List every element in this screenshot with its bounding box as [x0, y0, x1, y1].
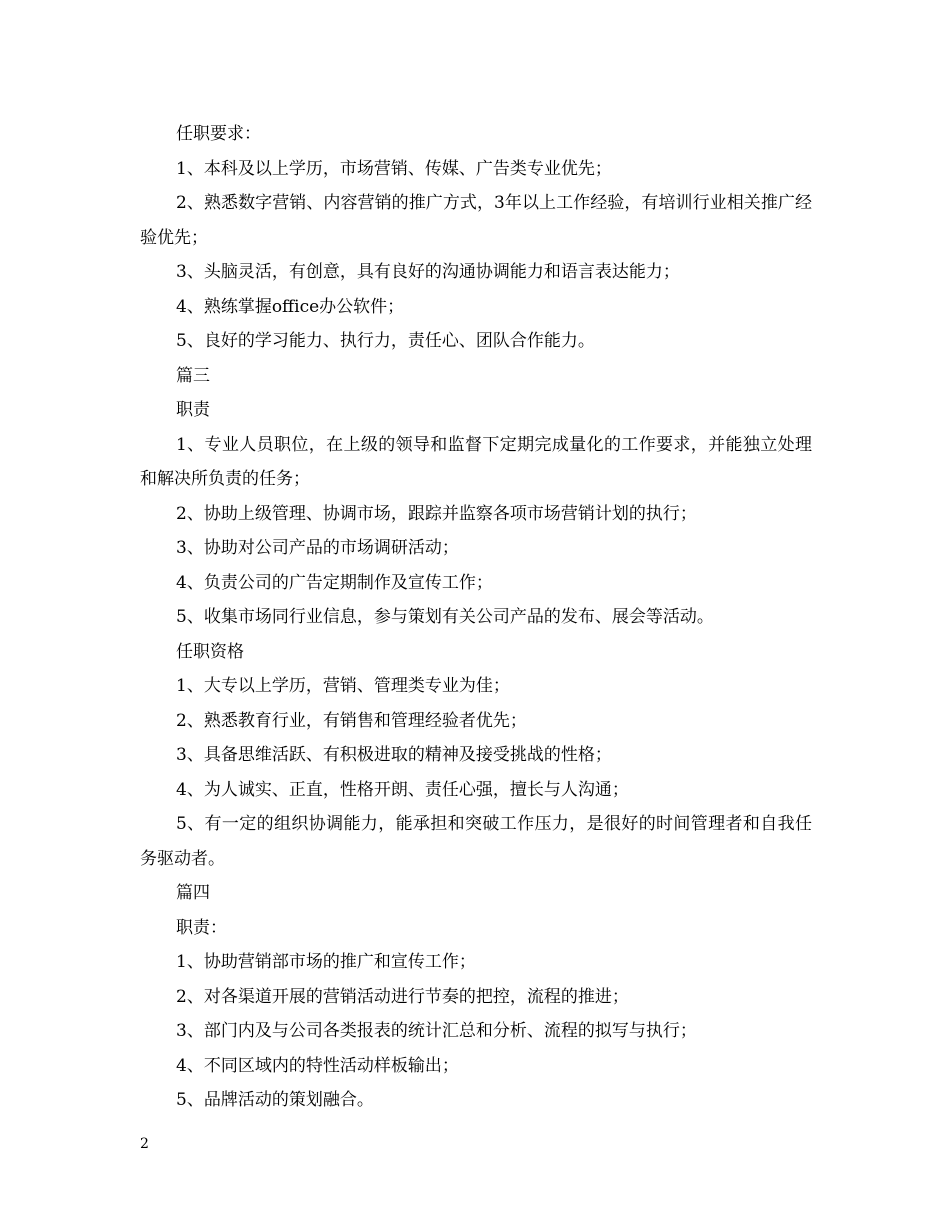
duty-item: 3、部门内及与公司各类报表的统计汇总和分析、流程的拟写与执行；: [176, 1021, 697, 1041]
duty-item: 2、对各渠道开展的营销活动进行节奏的把控，流程的推进；: [176, 986, 629, 1007]
qualification-item: 3、具备思维活跃、有积极进取的精神及接受挑战的性格；: [176, 745, 612, 765]
page-number: 2: [140, 1136, 149, 1152]
section-heading: 职责：: [176, 917, 227, 938]
duty-item: 5、品牌活动的策划融合。: [176, 1090, 374, 1110]
qualification-item: 1、大专以上学历，营销、管理类专业为佳；: [176, 676, 510, 696]
duty-item: 1、专业人员职位，在上级的领导和监督下定期完成量化的工作要求，并能独立处理和解决所负责的任务；: [140, 434, 812, 489]
qualification-item: 2、熟悉教育行业，有销售和管理经验者优先；: [176, 710, 527, 731]
requirement-item: 1、本科及以上学历，市场营销、传媒、广告类专业优先；: [176, 158, 612, 179]
section-heading: 任职要求：: [176, 124, 261, 144]
section-heading: 任职资格: [176, 641, 244, 662]
requirement-item: 3、头脑灵活，有创意，具有良好的沟通协调能力和语言表达能力；: [176, 262, 680, 282]
requirement-item: 5、良好的学习能力、执行力，责任心、团队合作能力。: [176, 331, 595, 351]
qualification-item: 5、有一定的组织协调能力，能承担和突破工作压力，是很好的时间管理者和自我任务驱动者。: [140, 814, 812, 869]
duty-item: 4、不同区域内的特性活动样板输出；: [176, 1055, 459, 1076]
part-heading: 篇三: [176, 365, 210, 386]
duty-item: 5、收集市场同行业信息，参与策划有关公司产品的发布、展会等活动。: [176, 607, 714, 627]
duty-item: 2、协助上级管理、协调市场，跟踪并监察各项市场营销计划的执行；: [176, 503, 697, 524]
document-body: [140, 117, 812, 1118]
qualification-item: 4、为人诚实、正直，性格开朗、责任心强，擅长与人沟通；: [176, 779, 629, 800]
requirement-item: 4、熟练掌握office办公软件；: [176, 296, 405, 317]
duty-item: 4、负责公司的广告定期制作及宣传工作；: [176, 572, 493, 593]
section-heading: 职责: [176, 400, 210, 420]
duty-item: 1、协助营销部市场的推广和宣传工作；: [176, 952, 476, 972]
requirement-item: 2、熟悉数字营销、内容营销的推广方式，3年以上工作经验，有培训行业相关推广经验优先；: [140, 193, 812, 248]
part-heading: 篇四: [176, 883, 210, 903]
duty-item: 3、协助对公司产品的市场调研活动；: [176, 538, 459, 558]
